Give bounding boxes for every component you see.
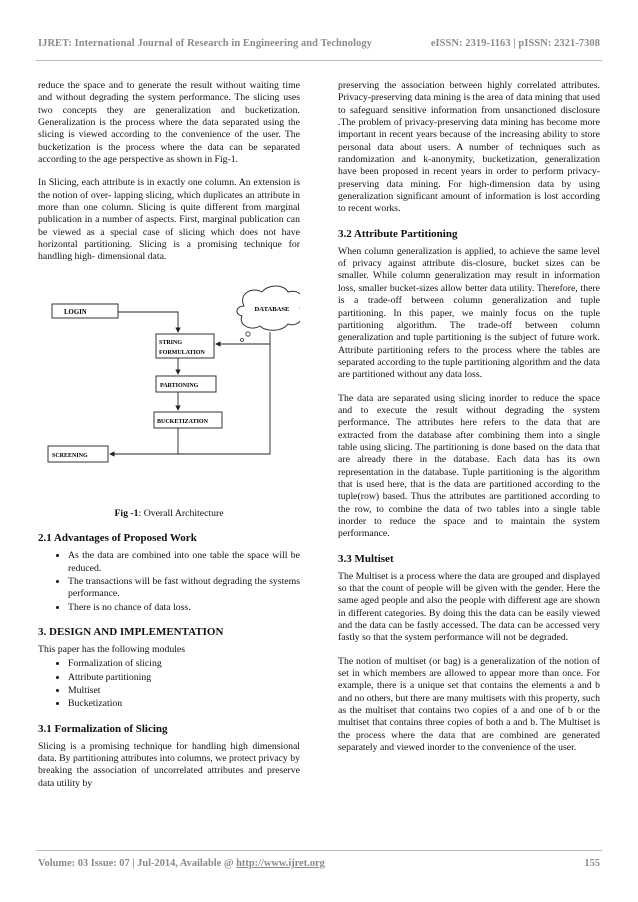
page-header <box>38 38 600 49</box>
volume-info <box>38 858 325 869</box>
journal-link[interactable]: http://www.ijret.org <box>236 858 325 869</box>
page-footer <box>38 858 600 869</box>
list-item: • The transactions will be fast without degrading the systems performance. <box>68 576 300 601</box>
database-cloud <box>237 286 300 342</box>
header-rule <box>36 60 602 61</box>
section-heading: 3.3 Multiset <box>338 552 394 565</box>
list-item: • Formalization of slicing <box>68 658 300 670</box>
list-item: • Bucketization <box>68 698 300 710</box>
left-column <box>38 80 300 801</box>
right-column <box>338 80 600 766</box>
paragraph: The data are separated using slicing inorder to reduce the space and to execute the result without degrading the system performance. The attributes here refers to the data that are extracted from the database after combining them into a single table using slicing. The partitioning is done based on the data that are already there in the database. Each data has its own representation in the database. Tuple partitioning is the algorithm that is used here, that is the data are partitioned according to the tuple(row) based. Thus the attributes are partitioned according to the row, to combine the data of two tables into a single table inorder to reduce the space and to maintain the system performance. <box>338 392 600 540</box>
section-heading: 2.1 Advantages of Proposed Work <box>38 532 197 545</box>
paragraph: The notion of multiset (or bag) is a generalization of the notion of set in which members are allowed to appear more than once. For example, there is a unique set that contains the elements a and b and no others, but there are many multisets with this property, such as the multiset that contains two copies of a and one of b or the multiset that contains three copies of both a and b. The Multiset is the process where the data that are combined are generated separately and viewed inorder to the convenience of the user. <box>338 655 600 754</box>
section-heading: 3. DESIGN AND IMPLEMENTATION <box>38 625 224 638</box>
paragraph: The Multiset is a process where the data are grouped and displayed so that the count of people will be given with the gender. Here the same aged people and also the people with different age are shown in different categories. By doing this the data can be easily viewed and the data can be fastly accessed. The data can be accessed very fastly so that the system performance will not be degraded. <box>338 570 600 644</box>
advantages-list <box>38 550 300 614</box>
caption-label: Fig -1 <box>114 507 139 519</box>
screening-label: SCREENING <box>52 452 88 459</box>
bucketization-label: BUCKETIZATION <box>157 418 208 425</box>
issn: eISSN: 2319-1163 | pISSN: 2321-7308 <box>430 38 600 49</box>
section-heading: 3.1 Formalization of Slicing <box>38 722 168 735</box>
journal-title: IJRET: International Journal of Research in Engineering and Technology <box>38 38 372 49</box>
login-label: LOGIN <box>64 308 87 316</box>
list-item: • As the data are combined into one table the space will be reduced. <box>68 550 300 575</box>
figure-caption <box>38 508 300 520</box>
list-item: • Multiset <box>68 685 300 697</box>
list-item: • Attribute partitioning <box>68 672 300 684</box>
architecture-diagram-svg <box>38 284 300 498</box>
caption-text: : Overall Architecture <box>138 507 224 519</box>
string-formulation-label-1: STRING <box>159 339 183 346</box>
partitioning-label: PARTIONING <box>160 382 199 389</box>
paragraph: preserving the association between highly correlated attributes. Privacy-preserving data mining is the area of data mining that used to safeguard sensitive information from unsanctioned disclosure .The problem of privacy-preserving data mining has become more important in recent years because of the increasing ability to store personal data about users. A number of techniques such as randomization and k-anonymity, bucketization, generalization have been proposed in recent years in order to perform privacy-preserving data mining. For high-dimension data by using generalization significant amount of information is lost according to recent works. <box>338 80 600 215</box>
paragraph: In Slicing, each attribute is in exactly one column. An extension is the notion of over- lapping slicing, which duplicates an attribute in more than one column. Slicing is quite different from marginal publication in a number of aspects. First, marginal publication can be viewed as a special case of slicing which does not have horizontal partitioning. Slicing is a promising technique for handling high- dimensional data. <box>38 177 300 263</box>
volume-text: Volume: 03 Issue: 07 | Jul-2014, Available @ <box>38 858 237 869</box>
footer-rule <box>36 850 602 851</box>
list-item: • There is no chance of data loss. <box>68 602 300 614</box>
architecture-diagram <box>38 284 300 498</box>
section-heading: 3.2 Attribute Partitioning <box>338 227 458 240</box>
paragraph: This paper has the following modules <box>38 643 186 655</box>
paragraph: reduce the space and to generate the result without waiting time and without degrading the system performance. The slicing uses two concepts they are generalization and bucketization. Generalization is the process where the data separated using the slicing is viewed according to the convenience of the user. The bucketization is the process where the data can be separated according to the age perspective as shown in Fig-1. <box>38 80 300 166</box>
string-formulation-label-2: FORMULATION <box>159 349 205 356</box>
page-number: 155 <box>584 858 600 869</box>
paragraph: When column generalization is applied, to achieve the same level of privacy against attribute dis-closure, bucket sizes can be smaller. While column generalization may result in information loss, smaller bucket-sizes allow better data utility. Therefore, there is a trade-off between column generalization and tuple partitioning. In this paper, we mainly focus on the tuple partitioning algorithm. The trade-off between column generalization and tuple partitioning is the subject of future work. Attribute partitioning refers to the process where the tables are separated according to the tuple partitioning algorithm and the data are partitioned without any data loss. <box>338 245 600 381</box>
modules-list <box>38 658 300 710</box>
paragraph: Slicing is a promising technique for handling high dimensional data. By partitioning attributes into columns, we protect privacy by breaking the association of uncorrelated attributes and preserve data utility by <box>38 740 300 789</box>
database-label: DATABASE <box>254 305 290 313</box>
